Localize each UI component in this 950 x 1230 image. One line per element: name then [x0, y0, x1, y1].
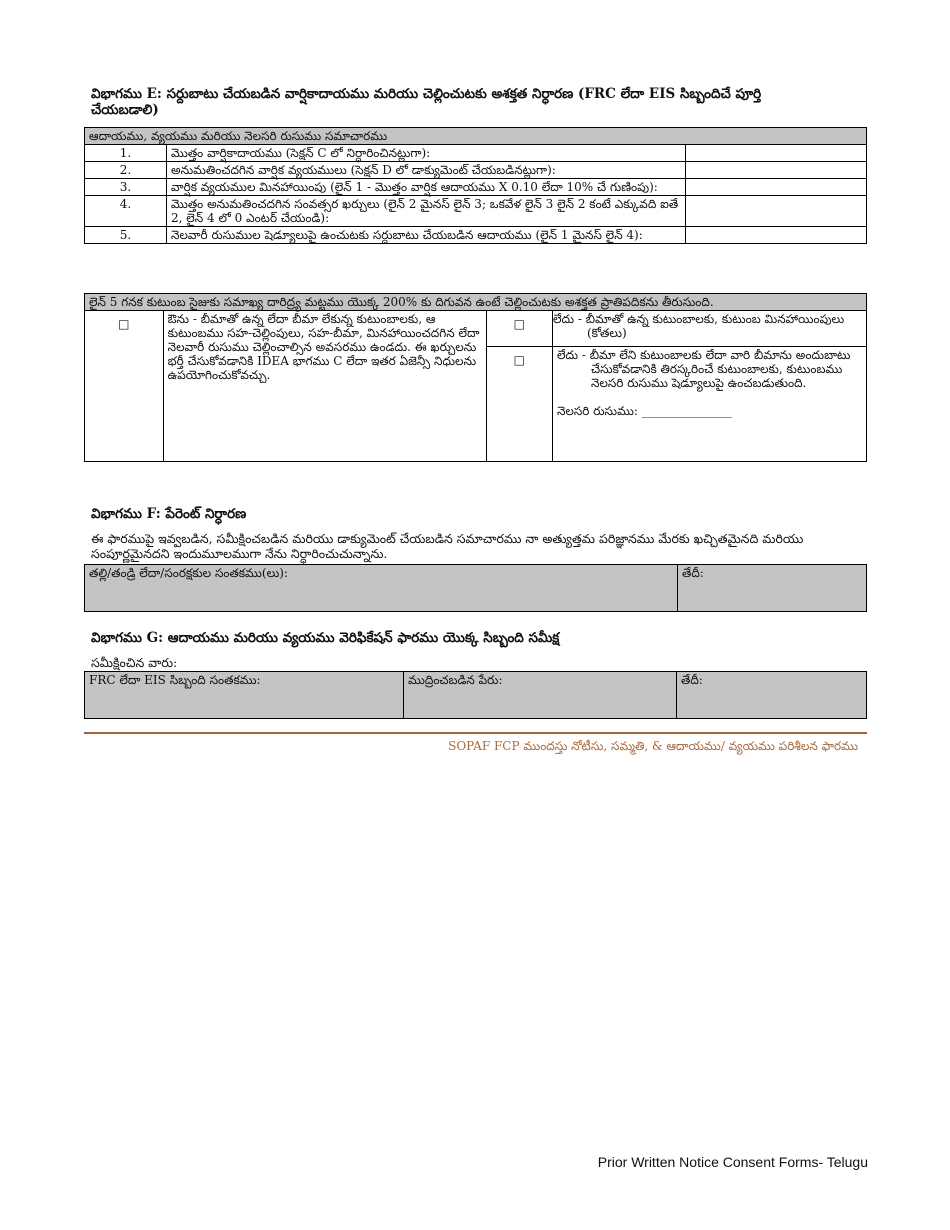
row-number: 2.: [85, 162, 167, 179]
row-value-field[interactable]: [686, 162, 867, 179]
staff-signature-table: [84, 671, 867, 719]
yes-checkbox[interactable]: □: [85, 311, 164, 462]
row-number: 3.: [85, 179, 167, 196]
income-table-title: ఆదాయము, వ్యయము మరియు నెలసరి రుసుము సమాచారము: [85, 128, 867, 145]
row-value-field[interactable]: [686, 196, 867, 227]
row-number: 1.: [85, 145, 167, 162]
no-insured-checkbox[interactable]: □: [486, 311, 552, 347]
form-footer-title: SOPAF FCP ముందస్తు నోటీసు, సమ్మతి, & ఆదాయము/ వ్యయము పరిశీలన ఫారము: [448, 739, 858, 753]
no-uninsured-checkbox[interactable]: □: [486, 347, 552, 462]
income-expense-table: [84, 127, 867, 244]
footer-divider: [84, 732, 867, 734]
table-row: [85, 162, 867, 179]
section-e-heading: విభాగము E: సర్దుబాటు చేయబడిన వార్షికాదాయము మరియు చెల్లించుటకు అశక్తత నిర్ధారణ (FRC లేదా EIS సిబ్బందిచే పూర్తి చేయబడాలి): [91, 86, 762, 118]
row-value-field[interactable]: [686, 227, 867, 244]
printed-name-field[interactable]: ముద్రించబడిన పేరు:: [404, 672, 677, 719]
staff-signature-field[interactable]: FRC లేదా EIS సిబ్బంది సంతకము:: [85, 672, 404, 719]
table-row: [85, 145, 867, 162]
table-row: [85, 227, 867, 244]
reviewed-by-label: సమీక్షించిన వారు:: [91, 655, 178, 670]
parent-signature-field[interactable]: తల్లి/తండ్రి లేదా/సంరక్షకుల సంతకము(లు):: [85, 565, 678, 612]
parent-date-field[interactable]: తేదీ:: [678, 565, 867, 612]
parent-signature-table: [84, 564, 867, 612]
section-g-heading: విభాగము G: ఆదాయము మరియు వ్యయము వెరిఫికేషన్ ఫారము యొక్క సిబ్బంది సమీక్ష: [91, 630, 560, 646]
table-row: [85, 196, 867, 227]
monthly-fee-field[interactable]: నెలసరి రుసుము: _______________: [556, 404, 732, 418]
row-label: వార్షిక వ్యయముల మినహాయింపు (లైన్ 1 - మొత్తం వార్షిక ఆదాయము X 0.10 లేదా 10% చే గుణింపు):: [167, 179, 686, 196]
no-uninsured-option-text: లేదు - బీమా లేని కుటుంబాలకు లేదా వారి బీమాను అందుబాటు చేసుకోవడానికి తిరస్కరించే కుటుంబాలకు, కుటుంబము నెలసరి రుసుము షెడ్యూలుపై ఉంచబడుతుంది.: [556, 348, 851, 390]
row-label: అనుమతించదగిన వార్షిక వ్యయములు (సెక్షన్ D లో డాక్యుమెంట్ చేయబడినట్లుగా):: [167, 162, 686, 179]
row-number: 5.: [85, 227, 167, 244]
row-label: మొత్తం అనుమతించదగిన సంవత్సర ఖర్చులు (లైన్ 2 మైనస్ లైన్ 3; ఒకవేళ లైన్ 3 లైన్ 2 కంటే ఎక్కువది ఐతే 2, లైన్ 4 లో 0 ఎంటర్ చేయండి):: [167, 196, 686, 227]
row-label: మొత్తం వార్షికాదాయము (సెక్షన్ C లో నిర్ధారించినట్లుగా):: [167, 145, 686, 162]
row-value-field[interactable]: [686, 145, 867, 162]
determination-table: [84, 293, 867, 462]
staff-date-field[interactable]: తేదీ:: [677, 672, 867, 719]
section-f-heading: విభాగము F: పేరెంట్ నిర్ధారణ: [91, 506, 247, 522]
no-insured-option-text: లేదు - బీమాతో ఉన్న కుటుంబాలకు, కుటుంబ మినహాయింపులు (కోతలు): [552, 311, 866, 347]
yes-option-text: ఔను - బీమాతో ఉన్న లేదా బీమా లేకున్న కుటుంబాలకు, ఆ కుటుంబము సహ-చెల్లింపులు, సహ-బీమా, మినహాయించదగిన లేదా నెలవారీ రుసుము చెల్లించాల్సిన అవసరము ఉండదు. ఈ ఖర్చులను భర్తీ చేసుకోవడానికి IDEA భాగము C లేదా ఇతర ఏజెన్సీ నిధులను ఉపయోగించుకోవచ్చు.: [163, 311, 486, 462]
row-number: 4.: [85, 196, 167, 227]
row-value-field[interactable]: [686, 179, 867, 196]
page-footer: Prior Written Notice Consent Forms- Telugu: [597, 1154, 868, 1170]
determination-title: లైన్ 5 గనక కుటుంబ సైజుకు సమాఖ్య దారిద్ర్య మట్టము యొక్క 200% కు దిగువన ఉంటే చెల్లించుటకు అశక్తత ప్రాతిపదికను తీరుసుంది.: [85, 294, 867, 311]
no-uninsured-cell: [552, 347, 866, 462]
table-row: [85, 179, 867, 196]
parent-statement: ఈ ఫారముపై ఇవ్వబడిన, సమీక్షించబడిన మరియు డాక్యుమెంట్ చేయబడిన సమాచారము నా అత్యుత్తమ పరిజ్ఞానము మేరకు ఖచ్చితమైనది మరియు సంపూర్ణమైనదని ఇందుమూలముగా నేను నిర్ధారించుచున్నాను.: [91, 531, 804, 561]
row-label: నెలవారీ రుసుముల షెడ్యూలుపై ఉంచుటకు సర్దుబాటు చేయబడిన ఆదాయము (లైన్ 1 మైనస్ లైన్ 4):: [167, 227, 686, 244]
